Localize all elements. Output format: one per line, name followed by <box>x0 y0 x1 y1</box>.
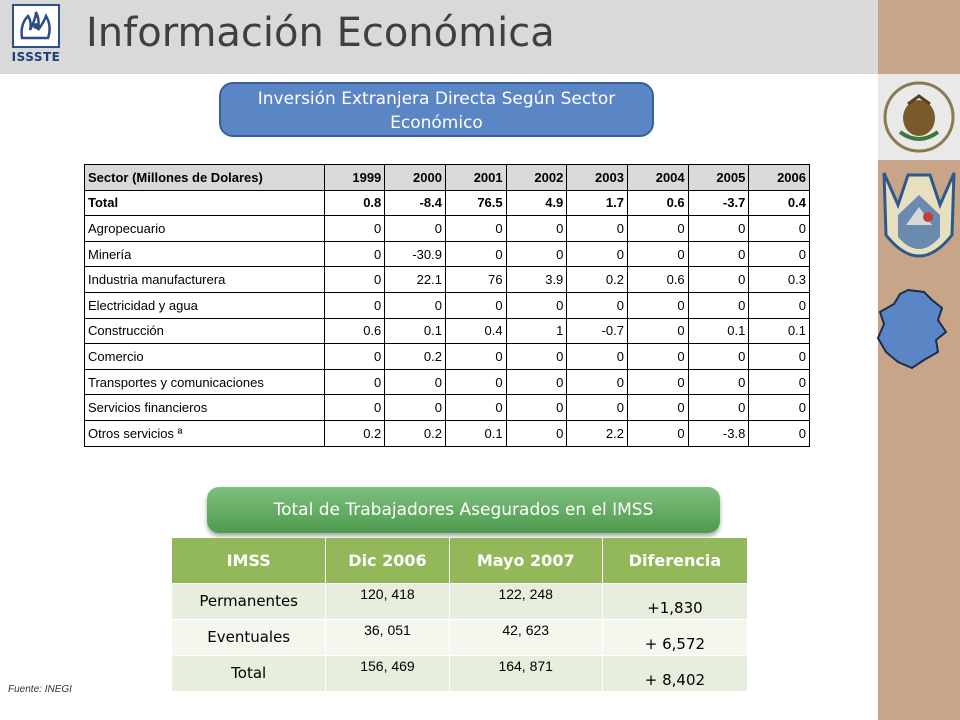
imss-header-cell: Dic 2006 <box>326 538 449 583</box>
imss-cell: Eventuales <box>172 619 326 655</box>
mexico-coat-of-arms-icon <box>878 74 960 160</box>
imss-cell: 36, 051 <box>326 619 449 655</box>
value-cell: 0 <box>385 395 446 421</box>
value-cell: 2003 <box>567 165 628 191</box>
value-cell: 0 <box>688 344 749 370</box>
table-row <box>85 190 810 216</box>
table-header-row <box>85 165 810 191</box>
imss-cell: 122, 248 <box>449 583 602 619</box>
value-cell: 0 <box>749 241 810 267</box>
value-cell: 0 <box>445 395 506 421</box>
value-cell: 0 <box>324 344 385 370</box>
investment-title-button: Inversión Extranjera Directa Según Sector Económico <box>219 82 654 137</box>
table-row <box>85 267 810 293</box>
value-cell: 0 <box>324 216 385 242</box>
value-cell: 0 <box>506 216 567 242</box>
workers-title-button: Total de Trabajadores Asegurados en el IMSS <box>207 487 720 533</box>
imss-cell: Permanentes <box>172 583 326 619</box>
value-cell: 0 <box>749 395 810 421</box>
value-cell: 0 <box>324 292 385 318</box>
sector-cell: Transportes y comunicaciones <box>85 369 325 395</box>
sector-cell: Electricidad y agua <box>85 292 325 318</box>
value-cell: 0.2 <box>324 420 385 446</box>
page-title: Información Económica <box>86 10 555 56</box>
sidebar-emblem-panel <box>878 74 960 160</box>
value-cell: 2.2 <box>567 420 628 446</box>
value-cell: 0 <box>324 395 385 421</box>
value-cell: 2002 <box>506 165 567 191</box>
value-cell: 0 <box>567 216 628 242</box>
header-bar <box>0 0 878 74</box>
value-cell: 0 <box>627 318 688 344</box>
hands-emblem-icon <box>12 4 60 48</box>
value-cell: 1999 <box>324 165 385 191</box>
table-row <box>85 241 810 267</box>
imss-header-cell: IMSS <box>172 538 326 583</box>
imss-cell: + 6,572 <box>602 619 747 655</box>
sector-cell: Sector (Millones de Dolares) <box>85 165 325 191</box>
value-cell: -8.4 <box>385 190 446 216</box>
value-cell: 0 <box>445 369 506 395</box>
value-cell: 0 <box>749 216 810 242</box>
value-cell: 0.1 <box>688 318 749 344</box>
value-cell: 22.1 <box>385 267 446 293</box>
value-cell: 0 <box>627 344 688 370</box>
value-cell: 0 <box>506 369 567 395</box>
imss-row <box>172 619 748 655</box>
value-cell: 0 <box>445 216 506 242</box>
value-cell: 0 <box>688 369 749 395</box>
value-cell: -0.7 <box>567 318 628 344</box>
table-row <box>85 292 810 318</box>
imss-cell: Total <box>172 655 326 691</box>
value-cell: 0.2 <box>567 267 628 293</box>
sector-cell: Construcción <box>85 318 325 344</box>
value-cell: 0 <box>627 420 688 446</box>
value-cell: 0 <box>506 292 567 318</box>
imss-cell: + 8,402 <box>602 655 747 691</box>
value-cell: 1 <box>506 318 567 344</box>
table-row <box>85 318 810 344</box>
value-cell: 0 <box>627 216 688 242</box>
value-cell: 0 <box>445 344 506 370</box>
table-row <box>85 369 810 395</box>
imss-row <box>172 583 748 619</box>
value-cell: 0 <box>385 292 446 318</box>
value-cell: 0.4 <box>749 190 810 216</box>
value-cell: 0 <box>627 241 688 267</box>
sector-cell: Industria manufacturera <box>85 267 325 293</box>
state-map-icon <box>872 286 960 372</box>
imss-header-cell: Diferencia <box>602 538 747 583</box>
imss-cell: +1,830 <box>602 583 747 619</box>
value-cell: 0 <box>749 420 810 446</box>
value-cell: 0 <box>749 344 810 370</box>
sector-cell: Comercio <box>85 344 325 370</box>
value-cell: 0 <box>627 292 688 318</box>
imss-cell: 164, 871 <box>449 655 602 691</box>
value-cell: -3.7 <box>688 190 749 216</box>
value-cell: 0 <box>324 369 385 395</box>
value-cell: 2000 <box>385 165 446 191</box>
value-cell: 2004 <box>627 165 688 191</box>
value-cell: 0 <box>567 395 628 421</box>
imss-row <box>172 655 748 691</box>
value-cell: 76.5 <box>445 190 506 216</box>
value-cell: 0 <box>567 241 628 267</box>
value-cell: 3.9 <box>506 267 567 293</box>
value-cell: 4.9 <box>506 190 567 216</box>
value-cell: 0 <box>627 369 688 395</box>
imss-header-cell: Mayo 2007 <box>449 538 602 583</box>
right-sidebar <box>878 0 960 720</box>
value-cell: 0 <box>749 369 810 395</box>
value-cell: 0 <box>324 267 385 293</box>
issste-logo <box>8 4 64 68</box>
value-cell: 0 <box>688 395 749 421</box>
value-cell: 1.7 <box>567 190 628 216</box>
value-cell: 0.1 <box>385 318 446 344</box>
value-cell: 0 <box>567 369 628 395</box>
value-cell: 76 <box>445 267 506 293</box>
value-cell: 0 <box>324 241 385 267</box>
value-cell: 0 <box>567 344 628 370</box>
value-cell: 0 <box>385 216 446 242</box>
value-cell: 2001 <box>445 165 506 191</box>
value-cell: 0 <box>688 216 749 242</box>
value-cell: 0.1 <box>749 318 810 344</box>
sector-cell: Otros servicios ª <box>85 420 325 446</box>
imss-cell: 120, 418 <box>326 583 449 619</box>
value-cell: 0.6 <box>627 190 688 216</box>
value-cell: 0 <box>506 241 567 267</box>
sector-cell: Total <box>85 190 325 216</box>
state-shield-icon <box>878 165 960 285</box>
value-cell: -3.8 <box>688 420 749 446</box>
value-cell: 0.6 <box>324 318 385 344</box>
value-cell: 0 <box>688 292 749 318</box>
value-cell: 0 <box>506 344 567 370</box>
table-row <box>85 420 810 446</box>
value-cell: 0 <box>385 369 446 395</box>
table-row <box>85 395 810 421</box>
imss-table <box>172 538 748 691</box>
value-cell: 0 <box>688 241 749 267</box>
table-row <box>85 344 810 370</box>
source-note: Fuente: INEGI <box>8 684 72 695</box>
value-cell: 0 <box>506 420 567 446</box>
value-cell: 2005 <box>688 165 749 191</box>
value-cell: 0.2 <box>385 420 446 446</box>
table-row <box>85 216 810 242</box>
sector-cell: Servicios financieros <box>85 395 325 421</box>
value-cell: 2006 <box>749 165 810 191</box>
value-cell: 0 <box>506 395 567 421</box>
value-cell: 0.8 <box>324 190 385 216</box>
sector-cell: Minería <box>85 241 325 267</box>
value-cell: -30.9 <box>385 241 446 267</box>
value-cell: 0.3 <box>749 267 810 293</box>
imss-cell: 156, 469 <box>326 655 449 691</box>
value-cell: 0 <box>567 292 628 318</box>
investment-table <box>84 164 810 447</box>
value-cell: 0.6 <box>627 267 688 293</box>
value-cell: 0.4 <box>445 318 506 344</box>
value-cell: 0 <box>627 395 688 421</box>
value-cell: 0.1 <box>445 420 506 446</box>
sector-cell: Agropecuario <box>85 216 325 242</box>
value-cell: 0 <box>749 292 810 318</box>
value-cell: 0.2 <box>385 344 446 370</box>
value-cell: 0 <box>445 241 506 267</box>
imss-cell: 42, 623 <box>449 619 602 655</box>
value-cell: 0 <box>688 267 749 293</box>
logo-text: ISSSTE <box>11 50 61 64</box>
value-cell: 0 <box>445 292 506 318</box>
